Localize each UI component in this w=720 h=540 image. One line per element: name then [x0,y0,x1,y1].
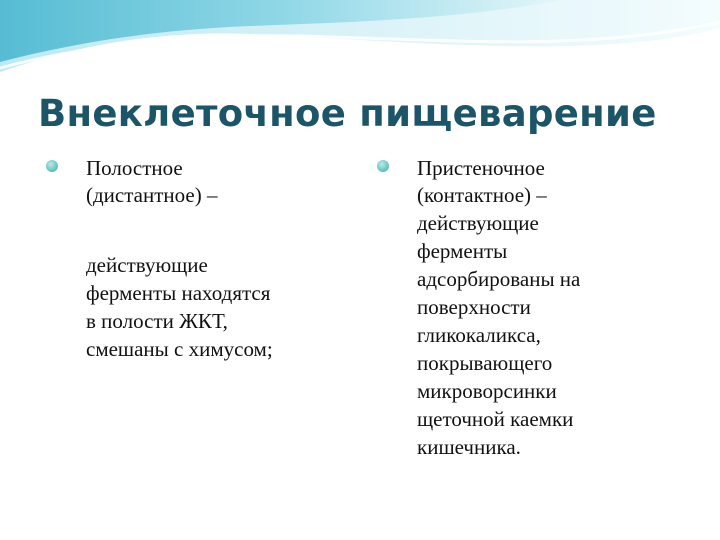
right-body-line: гликокаликса, [417,323,541,347]
right-body-line: микроворсинки [417,379,557,403]
left-heading-line: Полостное [86,156,183,180]
right-body-line: действующие [417,211,539,235]
right-body-line: кишечника. [417,435,521,459]
right-heading-line: Пристеночное [417,156,545,180]
right-column [417,155,677,461]
right-body-line: поверхности [417,295,531,319]
circle-bullet-icon [46,160,58,172]
left-column [86,155,354,363]
left-body-line: ферменты находятся [86,281,271,305]
right-body [417,209,677,461]
left-heading-line: (дистантное) – [86,183,218,207]
left-body-line: действующие [86,253,208,277]
right-heading [417,155,677,209]
slide-title: Внеклеточное пищеварение [38,92,657,135]
left-heading [86,155,354,209]
right-heading-line: (контактное) – [417,183,547,207]
right-body-line: щеточной каемки [417,407,574,431]
right-body-line: ферменты [417,239,508,263]
left-body [86,251,354,363]
left-body-line: смешаны с химусом; [86,337,273,361]
circle-bullet-icon [377,160,389,172]
right-body-line: адсорбированы на [417,267,581,291]
right-body-line: покрывающего [417,351,553,375]
left-body-line: в полости ЖКТ, [86,309,228,333]
header-wave-decoration [0,0,720,90]
